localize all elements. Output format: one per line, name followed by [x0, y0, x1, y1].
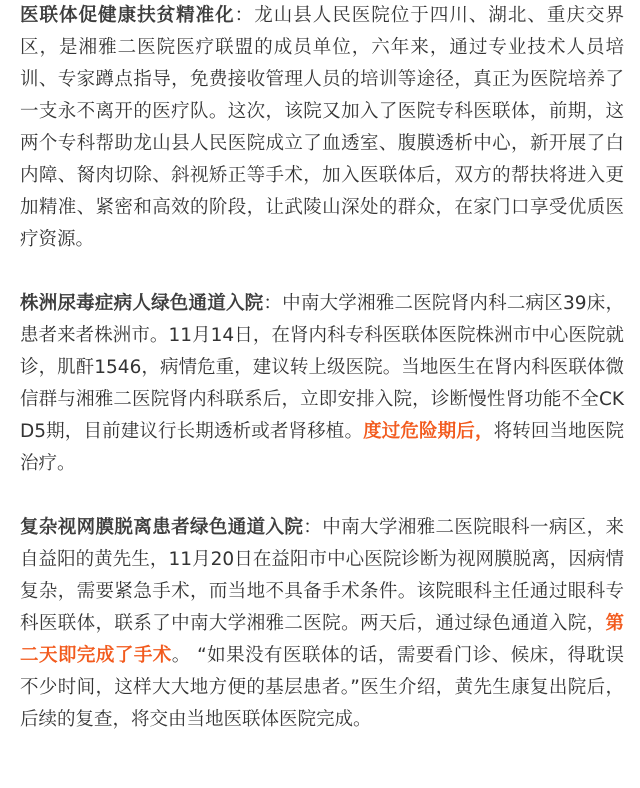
paragraph-text-tail: 将转回当地医院治疗。	[20, 421, 624, 474]
paragraph-text: 中南大学湘雅二医院眼科一病区，来自益阳的黄先生，11月20日在益阳市中心医院诊断为视网膜脱离，因病情复杂，需要紧急手术，而当地不具备手术条件。该院眼科主任通过眼科专科医联体，联系了中南大学湘雅二医院。两天后，通过绿色通道入院，	[20, 517, 624, 634]
paragraph-retina-case	[20, 512, 624, 736]
paragraph-lead-heading: 株洲尿毒症病人绿色通道入院	[20, 293, 264, 314]
highlighted-text: 第二天即完成了手术	[20, 613, 624, 666]
lead-separator: ：	[234, 5, 255, 26]
paragraph-lead-heading: 复杂视网膜脱离患者绿色通道入院	[20, 517, 304, 538]
paragraph-text-tail: 。 “如果没有医联体的话，需要看门诊、候床，得耽误不少时间，这样大大地方便的基层患者。”医生介绍，黄先生康复出院后，后续的复查，将交由当地医联体医院完成。	[20, 645, 624, 730]
paragraph-lead-heading: 医联体促健康扶贫精准化	[20, 5, 235, 26]
highlighted-text: 度过危险期后，	[363, 421, 494, 442]
paragraph-uremia-case	[20, 288, 624, 480]
paragraph-poverty-alleviation	[20, 0, 624, 256]
lead-separator: ：	[303, 517, 323, 538]
paragraph-text: 龙山县人民医院位于四川、湖北、重庆交界区，是湘雅二医院医疗联盟的成员单位，六年来，通过专业技术人员培训、专家蹲点指导，免费接收管理人员的培训等途径，真正为医院培养了一支永不离开的医疗队。这次，该院又加入了医院专科医联体，前期，这两个专科帮助龙山县人民医院成立了血透室、腹膜透析中心，新开展了白内障、胬肉切除、斜视矫正等手术，加入医联体后，双方的帮扶将进入更加精准、紧密和高效的阶段，让武陵山深处的群众，在家门口享受优质医疗资源。	[20, 5, 624, 250]
lead-separator: ：	[263, 293, 283, 314]
paragraph-text: 中南大学湘雅二医院肾内科二病区39床，患者来者株洲市。11月14日，在肾内科专科医联体医院株洲市中心医院就诊，肌酐1546，病情危重，建议转上级医院。当地医生在肾内科医联体微信群与湘雅二医院肾内科联系后，立即安排入院，诊断慢性肾功能不全CKD5期，目前建议行长期透析或者肾移植。	[20, 293, 624, 442]
